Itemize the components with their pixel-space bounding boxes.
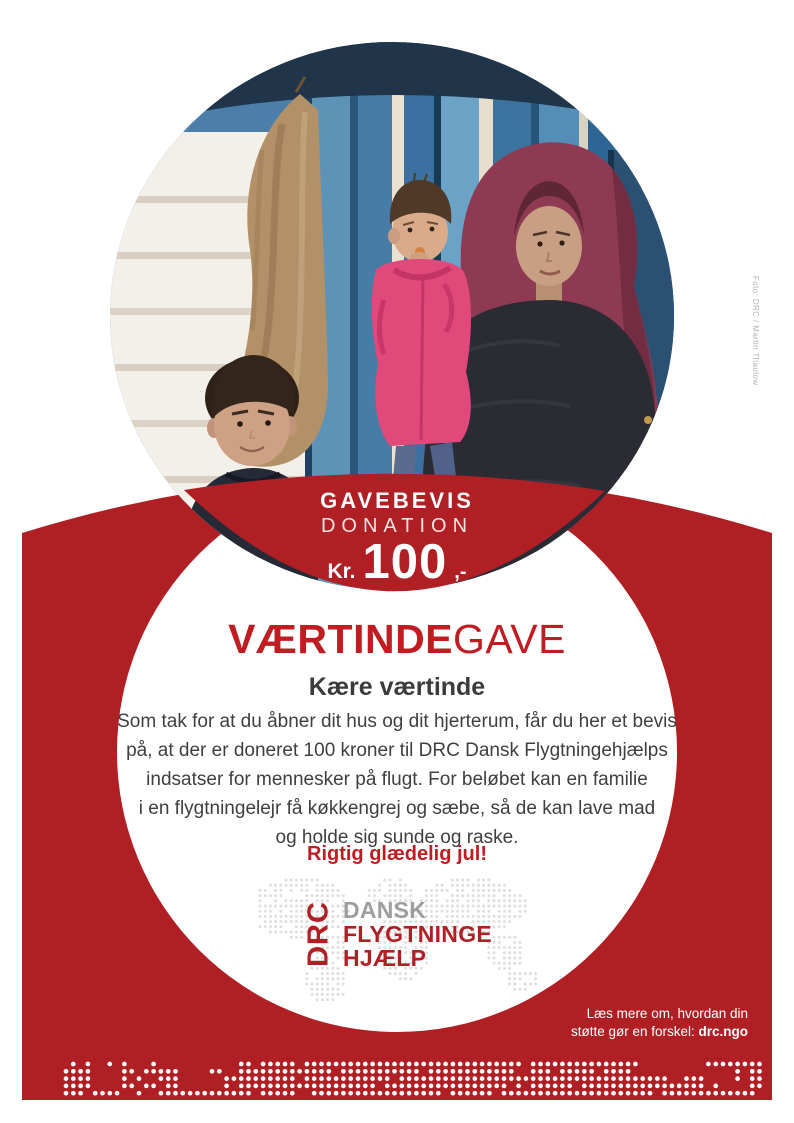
headline: [0, 616, 794, 663]
certificate-block: [0, 488, 794, 590]
body-line: og holde sig sunde og raske.: [275, 827, 519, 848]
readmore-line2-prefix: støtte gør en forskel:: [570, 1024, 699, 1039]
headline-light: GAVE: [453, 616, 566, 662]
photo-credit: Foto: DRC / Martin Thaulow: [751, 276, 760, 386]
drc-website-link[interactable]: drc.ngo: [698, 1024, 748, 1039]
readmore-note: [571, 1005, 748, 1041]
drc-logo-line-hjaelp: HJÆLP: [342, 945, 427, 971]
drc-logo-line-dansk: DANSK: [342, 897, 427, 923]
headline-strong: VÆRTINDE: [228, 616, 454, 662]
donation-amount: [0, 535, 794, 590]
drc-logo-wordmark: [343, 898, 492, 970]
amount-suffix: ,-: [454, 561, 467, 584]
body-line: på, at der er doneret 100 kroner til DRC Dansk Flygtningehjælps: [126, 740, 668, 761]
amount-value: 100: [362, 535, 448, 590]
drc-logo-abbr: DRC: [302, 901, 335, 967]
certificate-subtitle: DONATION: [320, 515, 474, 538]
certificate-title: GAVEBEVIS: [320, 488, 474, 513]
body-line: i en flygtningelejr få køkkengrej og sæbe, så de kan lave mad: [138, 798, 656, 819]
body-line: indsatser for mennesker på flugt. For beløbet kan en familie: [146, 769, 648, 790]
body-line: Som tak for at du åbner dit hus og dit hjerterum, får du her et bevis: [117, 711, 677, 732]
drc-logo-abbr-box: [302, 897, 336, 971]
readmore-line1: Læs mere om, hvordan din: [586, 1006, 748, 1021]
readmore-line2: [571, 1023, 748, 1041]
salutation: Kære værtinde: [308, 673, 486, 701]
currency-prefix: Kr.: [327, 560, 356, 584]
christmas-greeting: Rigtig glædelig jul!: [307, 843, 487, 865]
drc-logo-line-flygtninge: FLYGTNINGE: [342, 921, 493, 947]
body-text: [107, 707, 687, 852]
drc-logo: [0, 897, 794, 971]
